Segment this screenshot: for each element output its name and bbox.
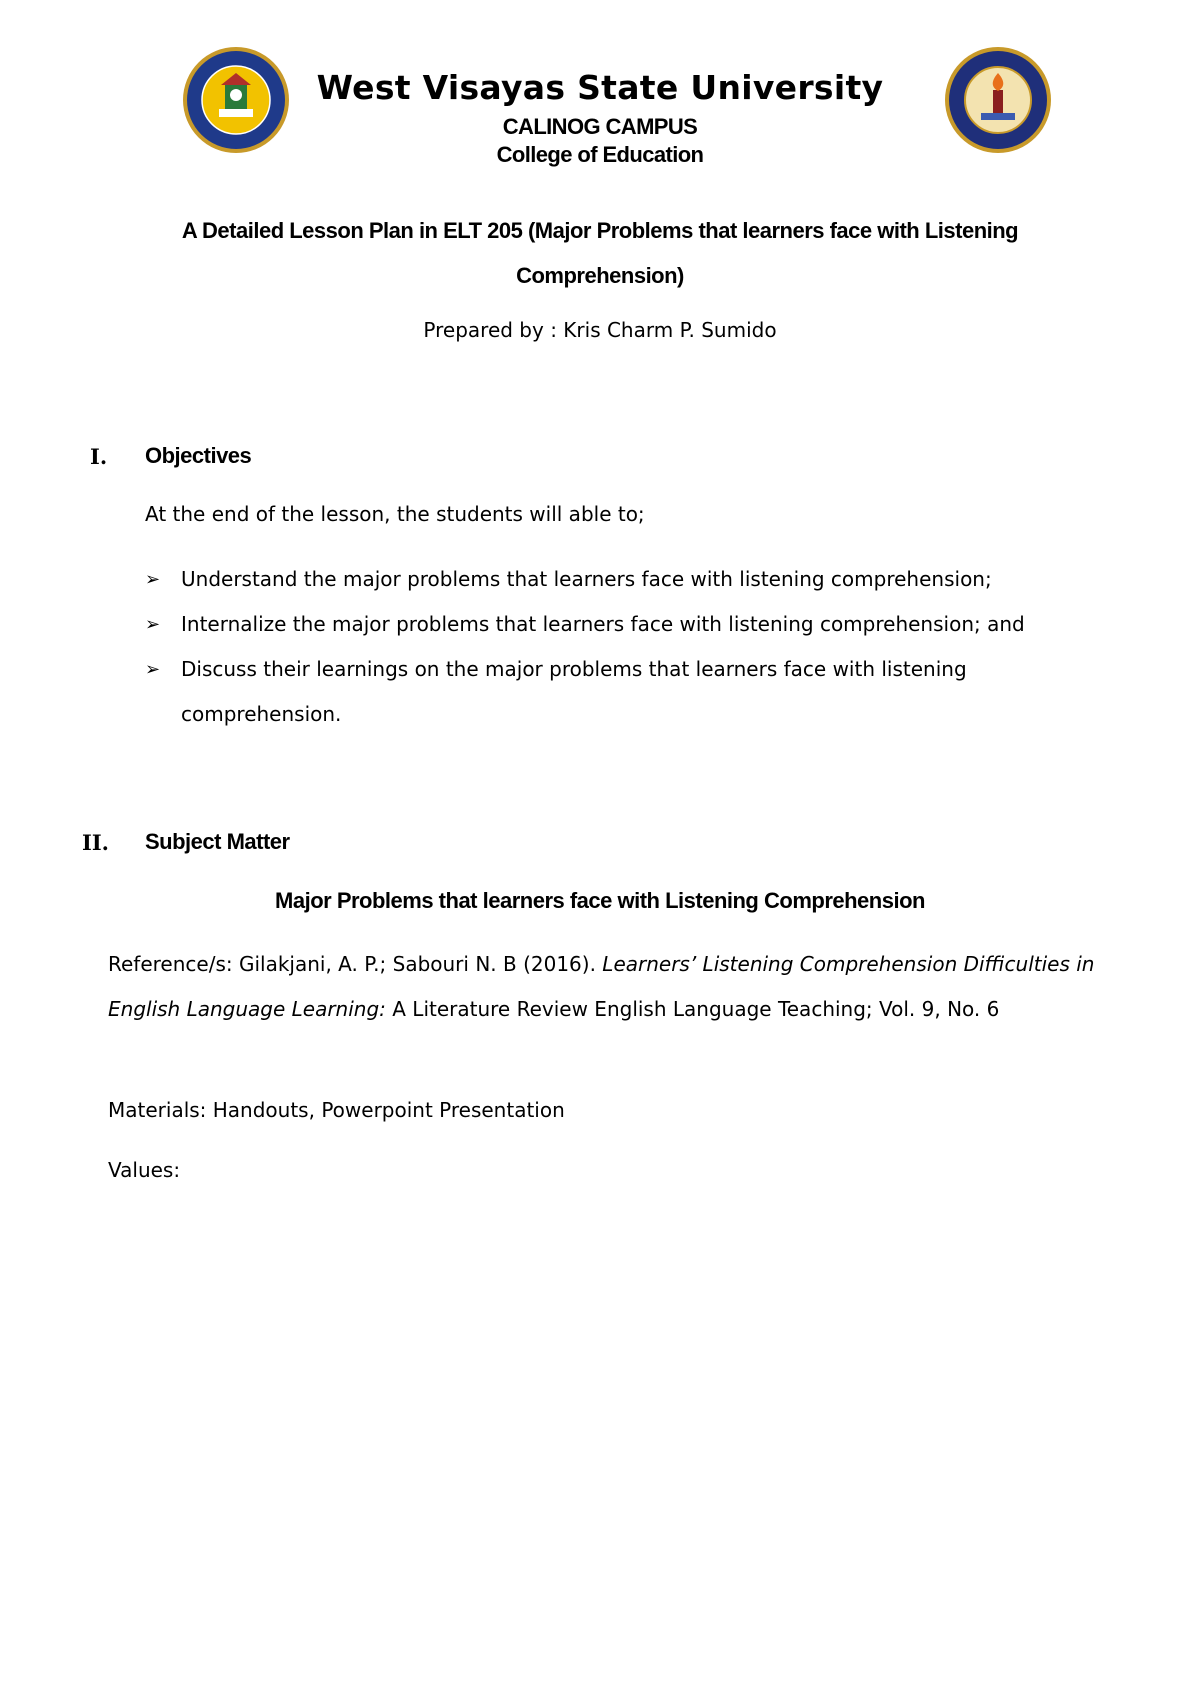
values-line: Values: [108,1158,181,1182]
objectives-intro: At the end of the lesson, the students will able to; [145,502,645,526]
college-of-education-seal-icon [943,45,1053,155]
objectives-list [145,557,1105,737]
arrow-bullet-icon: ➢ [145,614,161,635]
document-header [0,40,1200,167]
arrow-bullet-icon: ➢ [145,659,161,680]
reference-citation: Reference/s: Gilakjani, A. P.; Sabouri N. B (2016). Learners’ Listening Comprehension Difficulties in English Language Learning: A Literature Review English Language Teaching; Vol. 9, No. 6 [108,952,1095,1021]
reference-title: Learners’ Listening Comprehension Difficulties in English Language Learning: [108,952,1095,1021]
university-name: West Visayas State University [316,68,884,107]
list-item: ➢ Understand the major problems that learners face with listening comprehension; [145,557,1105,602]
campus-name: CALINOG CAMPUS [502,114,698,139]
arrow-bullet-icon: ➢ [145,569,161,590]
subject-matter-number: II. [82,830,109,855]
materials-line: Materials: Handouts, Powerpoint Presentation [108,1098,565,1122]
list-item: ➢ Internalize the major problems that learners face with listening comprehension; and [145,602,1105,647]
objectives-heading: Objectives [145,443,252,468]
prepared-by: Prepared by : Kris Charm P. Sumido [423,318,777,342]
objectives-number: I. [90,444,108,469]
list-item: ➢ Discuss their learnings on the major problems that learners face with listening comprehension. [145,647,1105,737]
subject-matter-heading: Subject Matter [145,829,290,854]
college-name: College of Education [496,142,704,167]
lesson-plan-title: A Detailed Lesson Plan in ELT 205 (Major Problems that learners face with Listening Comprehension) [181,218,1019,288]
subject-topic: Major Problems that learners face with Listening Comprehension [275,888,925,913]
